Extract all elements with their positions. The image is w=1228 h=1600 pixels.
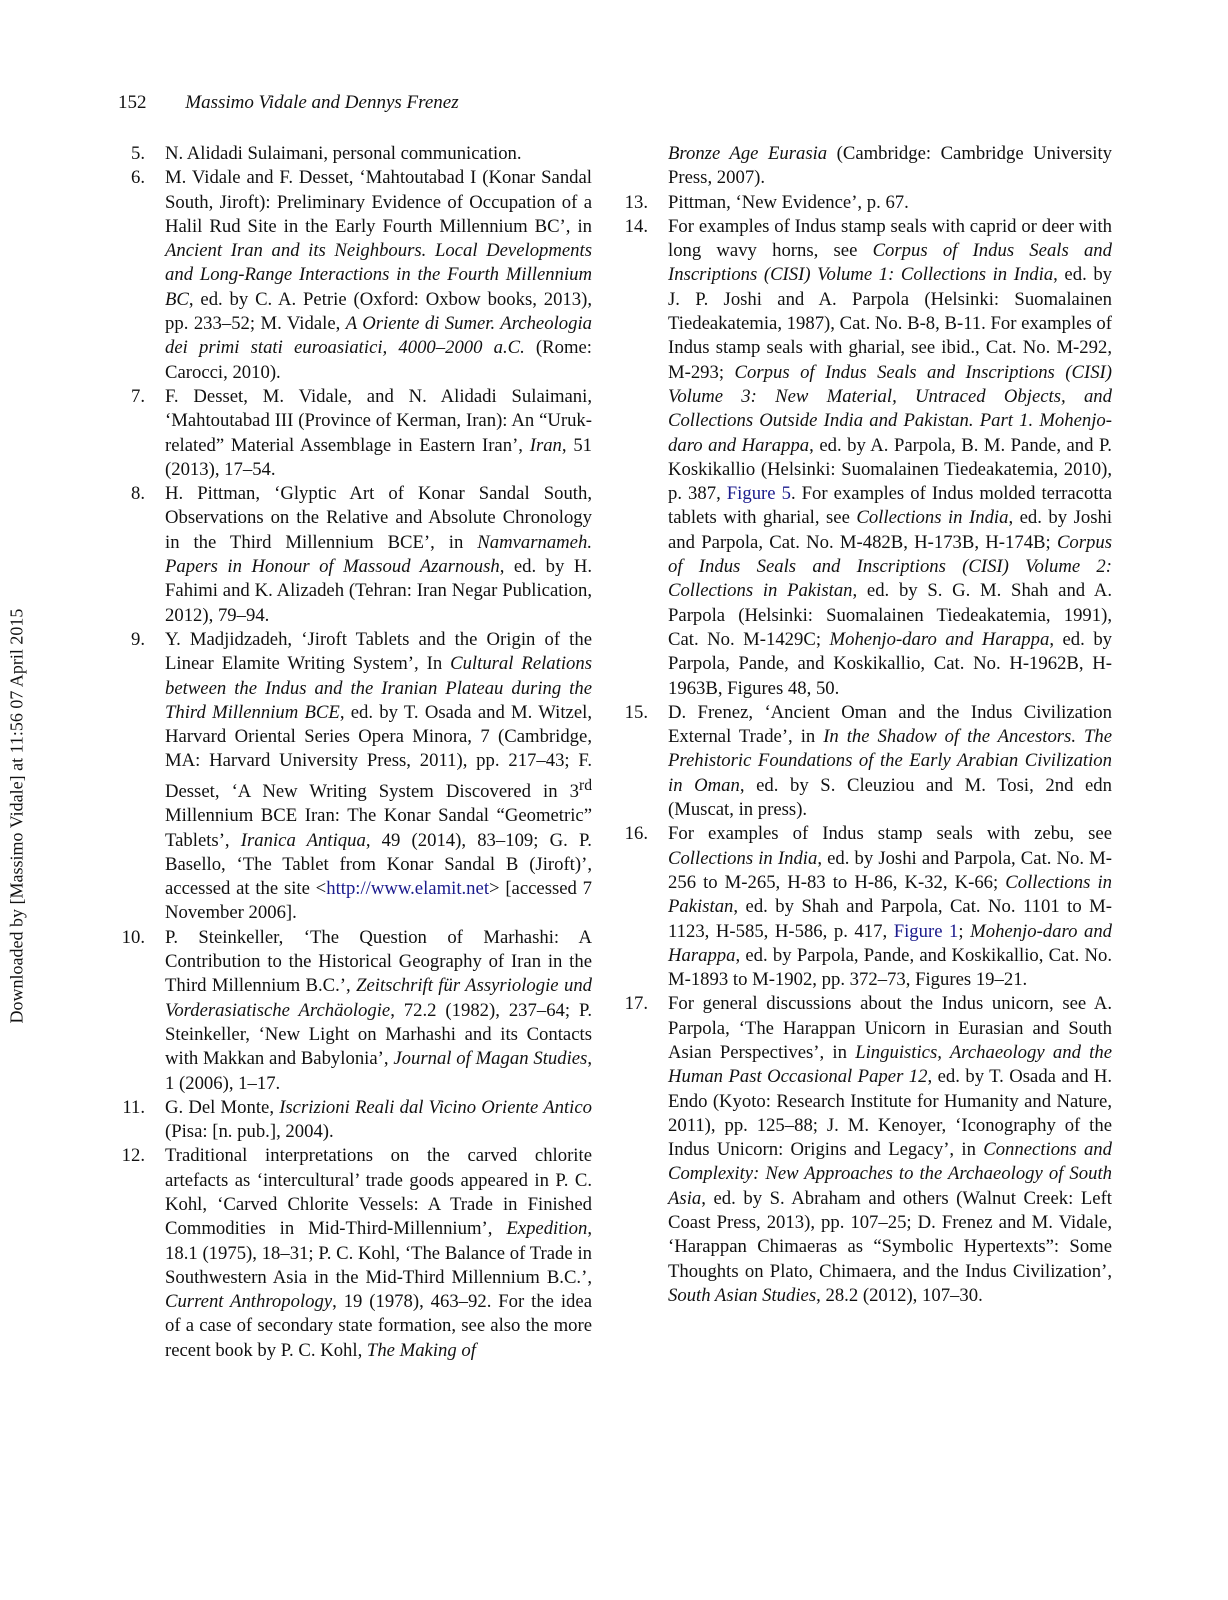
text-run: P. Steinkeller, ‘The Question of Marhashi: A Contribution to the Historical Geography of Iran in the Third Millennium B.C.’, [165,926,592,997]
endnote-text [165,385,592,482]
endnote [620,701,1112,822]
endnote [117,385,592,482]
endnote [620,215,1112,701]
notes-column-right [620,142,1112,1308]
text-run: , 28.2 (2012), 107–30. [816,1284,983,1306]
endnote [117,628,592,926]
endnote [620,191,1112,215]
endnote-text [668,142,1112,191]
reference-link[interactable]: Figure 1 [893,920,959,942]
italic-title: Connections and Complexity: New Approaches to the Archaeology of South Asia [668,1139,1112,1209]
italic-title: The Making of [366,1339,476,1361]
endnote [117,482,592,628]
italic-title: Collections in Pakistan [668,871,1112,918]
endnote [117,142,592,166]
endnote [620,142,1112,191]
text-run: , ed. by Parpola, Pande, and Koskikallio, Cat. No. M-1893 to M-1902, pp. 372–73, Figures 19–21. [668,944,1112,991]
text-run: , ed. by Shah and Parpola, Cat. No. 1101 to M-1123, H-585, H-586, p. 417, [668,896,1112,942]
endnote-number: 11. [122,1096,145,1118]
endnote-text [668,215,1112,701]
italic-title: Cultural Relations between the Indus and the Iranian Plateau during the Third Millennium BCE [165,653,592,723]
endnote [117,1144,592,1363]
endnote-text [165,482,592,628]
endnote-number: 16. [624,823,648,845]
text-run: For general discussions about the Indus unicorn, see A. Parpola, ‘The Harappan Unicorn in Eurasian and South Asian Perspectives’, in [668,993,1112,1063]
endnote [117,166,592,385]
endnote-text [165,1096,592,1145]
italic-title: Corpus of Indus Seals and Inscriptions (CISI) Volume 2: Collections in Pakistan [668,531,1112,602]
italic-title: South Asian Studies [668,1284,817,1306]
italic-title: Mohenjo-daro and Harappa [829,628,1050,650]
italic-title: Mohenjo-daro and Harappa [668,920,1113,966]
endnote-text [668,191,1112,215]
text-run: Millennium BCE Iran: The Konar Sandal “Geometric” Tablets’, [165,805,592,851]
endnote [117,926,592,1096]
text-run: , ed. by S. Cleuziou and M. Tosi, 2nd edn (Muscat, in press). [668,774,1112,821]
italic-title: A Oriente di Sumer. Archeologia dei primi stati euroasiatici, 4000–2000 a.C. [165,313,592,359]
text-run: , ed. by T. Osada and H. Endo (Kyoto: Research Institute for Humanity and Nature, 2011), pp. 125–88; J. M. Kenoyer, ‘Iconography of the Indus Unicorn: Origins and Legacy’, in [668,1066,1112,1161]
italic-title: Expedition [506,1218,588,1240]
text-run: , 19 (1978), 463–92. For the idea of a case of secondary state formation, see also the more recent book by P. C. Kohl, [165,1291,592,1361]
endnote-number: 17. [624,993,648,1015]
text-run: , ed. by Joshi and Parpola, Cat. No. M-256 to M-265, H-83 to H-86, K-32, K-66; [668,847,1112,893]
text-run: Pittman, ‘New Evidence’, p. 67. [668,191,909,213]
text-run: Y. Madjidzadeh, ‘Jiroft Tablets and the Origin of the Linear Elamite Writing System’, In [165,628,592,675]
text-run: , 1 (2006), 1–17. [165,1048,592,1094]
text-run: For examples of Indus stamp seals with caprid or deer with long wavy horns, see [668,215,1112,262]
italic-title: Journal of Magan Studies [393,1048,588,1070]
text-run: , ed. by A. Parpola, B. M. Pande, and P. Koskikallio (Helsinki: Suomalainen Tiedeakatemia, 2010), p. 387, [668,434,1112,505]
text-run: For examples of Indus stamp seals with zebu, see [668,823,1112,845]
italic-title: Corpus of Indus Seals and Inscriptions (CISI) Volume 1: Collections in India [668,240,1112,286]
endnote-number: 10. [121,926,145,948]
running-header-authors: Massimo Vidale and Dennys Frenez [185,92,459,113]
italic-title: In the Shadow of the Ancestors. The Prehistoric Foundations of the Early Arabian Civilization in Oman [668,726,1112,796]
text-run: G. Del Monte, [165,1096,280,1118]
download-notice: Downloaded by [Massimo Vidale] at 11:56 07 April 2015 [6,608,27,1024]
reference-link[interactable]: Figure 5 [726,483,791,505]
italic-title: Linguistics, Archaeology and the Human Past Occasional Paper 12 [668,1041,1112,1088]
reference-link[interactable]: http://www.elamit.net [326,878,490,900]
text-run: , ed. by T. Osada and M. Witzel, Harvard Oriental Series Opera Minora, 7 (Cambridge, MA: Harvard University Press, 2011), pp. 217–43; F. Desset, ‘A New Writing System Discovered in 3 [165,701,592,802]
italic-title: Zeitschrift für Assyriologie und Vorderasiatische Archäologie [165,975,593,1021]
text-run: , ed. by S. Abraham and others (Walnut Creek: Left Coast Press, 2013), pp. 107–25; D. Frenez and M. Vidale, ‘Harappan Chimaeras as “Symbolic Hypertexts”: Some Thoughts on Plato, Chimaera, and the Indus Civilization’, [668,1187,1112,1282]
running-header [118,92,459,114]
endnote [620,992,1112,1308]
italic-title: Corpus of Indus Seals and Inscriptions (CISI) Volume 3: New Material, Untraced Objects, and Collections Outside India and Pakistan. Part 1. Mohenjo-daro and Harappa [668,361,1112,456]
endnote-number: 13. [624,191,648,213]
text-run: , ed. by J. P. Joshi and A. Parpola (Helsinki: Suomalainen Tiedeakatemia, 1987), Cat. No. B-8, B-11. For examples of Indus stamp seals with gharial, see ibid., Cat. No. M-292, M-293; [668,264,1113,383]
text-run: > [accessed 7 November 2006]. [165,878,593,924]
text-run: F. Desset, M. Vidale, and N. Alidadi Sulaimani, ‘Mahtoutabad III (Province of Kerman, Iran): An “Uruk-related” Material Assemblage in Eastern Iran’, [165,385,592,456]
text-run: (Pisa: [n. pub.], 2004). [165,1121,334,1143]
text-run: D. Frenez, ‘Ancient Oman and the Indus Civilization External Trade’, in [668,701,1112,748]
endnote-text [668,992,1112,1308]
text-run: , 18.1 (1975), 18–31; P. C. Kohl, ‘The Balance of Trade in Southwestern Asia in the Mid-Third Millennium B.C.’, [165,1218,592,1288]
endnote-number: 6. [130,167,145,189]
text-run: ; [958,920,971,942]
endnote-number: 5. [130,143,145,164]
italic-title: Iran [529,434,562,456]
text-run: (Rome: Carocci, 2010). [165,337,592,383]
endnote-number: 8. [130,483,145,505]
endnote-number: 12. [121,1145,145,1167]
text-run: , 72.2 (1982), 237–64; P. Steinkeller, ‘New Light on Marhashi and its Contacts with Makkan and Babylonia’, [165,999,592,1070]
page-number: 152 [118,92,147,113]
endnote-number: 15. [624,701,648,723]
text-run: . For examples of Indus molded terracotta tablets with gharial, see [668,483,1113,529]
endnote-number: 9. [130,628,145,650]
superscript: rd [579,776,592,794]
italic-title: Ancient Iran and its Neighbours. Local Developments and Long-Range Interactions in the Fourth Millennium BC [165,240,592,310]
notes-column-left [117,142,592,1363]
download-sidebar [0,0,34,1600]
italic-title: Bronze Age Eurasia [668,143,828,164]
endnote-number: 14. [624,215,648,237]
italic-title: Iscrizioni Reali dal Vicino Oriente Antico [279,1096,592,1118]
text-run: H. Pittman, ‘Glyptic Art of Konar Sandal South, Observations on the Relative and Absolute Chronology in the Third Millennium BCE’, in [165,483,592,553]
text-run: , ed. by S. G. M. Shah and A. Parpola (Helsinki: Suomalainen Tiedeakatemia, 1991), Cat. No. M-1429C; [668,580,1112,650]
italic-title: Collections in India [668,847,818,869]
text-run: , 51 (2013), 17–54. [165,434,593,480]
endnote-text [165,142,592,166]
endnote-text [668,822,1112,992]
text-run: , ed. by Parpola, Pande, and Koskikallio, Cat. No. H-1962B, H-1963B, Figures 48, 50. [668,628,1113,699]
endnote [117,1096,592,1145]
italic-title: Current Anthropology [165,1291,333,1313]
text-run: (Cambridge: Cambridge University Press, 2007). [668,143,1112,189]
endnote-text [668,701,1112,822]
text-run: N. Alidadi Sulaimani, personal communication. [165,143,522,164]
text-run: , ed. by H. Fahimi and K. Alizadeh (Tehran: Iran Negar Publication, 2012), 79–94. [165,556,592,626]
endnote-number: 7. [130,385,145,407]
text-run: Traditional interpretations on the carved chlorite artefacts as ‘intercultural’ trade goods appeared in P. C. Kohl, ‘Carved Chlorite Vessels: A Trade in Finished Commodities in Mid-Third-Millennium’, [165,1145,592,1240]
italic-title: Iranica Antiqua [240,829,366,851]
text-run: , ed. by C. A. Petrie (Oxford: Oxbow books, 2013), pp. 233–52; M. Vidale, [165,288,592,335]
text-run: , ed. by Joshi and Parpola, Cat. No. M-482B, H-173B, H-174B; [668,507,1113,553]
italic-title: Collections in India [856,507,1009,529]
endnote-text [165,926,592,1096]
endnote-text [165,628,592,926]
italic-title: Namvarnameh. Papers in Honour of Massoud Azarnoush [165,531,592,578]
endnote-text [165,1144,592,1363]
text-run: M. Vidale and F. Desset, ‘Mahtoutabad I (Konar Sandal South, Jiroft): Preliminary Evidence of Occupation of a Halil Rud Site in the Early Fourth Millennium BC’, in [165,167,592,237]
text-run: , 49 (2014), 83–109; G. P. Basello, ‘The Tablet from Konar Sandal B (Jiroft)’, accessed at the site < [165,829,592,900]
endnote-text [165,166,592,385]
endnote [620,822,1112,992]
